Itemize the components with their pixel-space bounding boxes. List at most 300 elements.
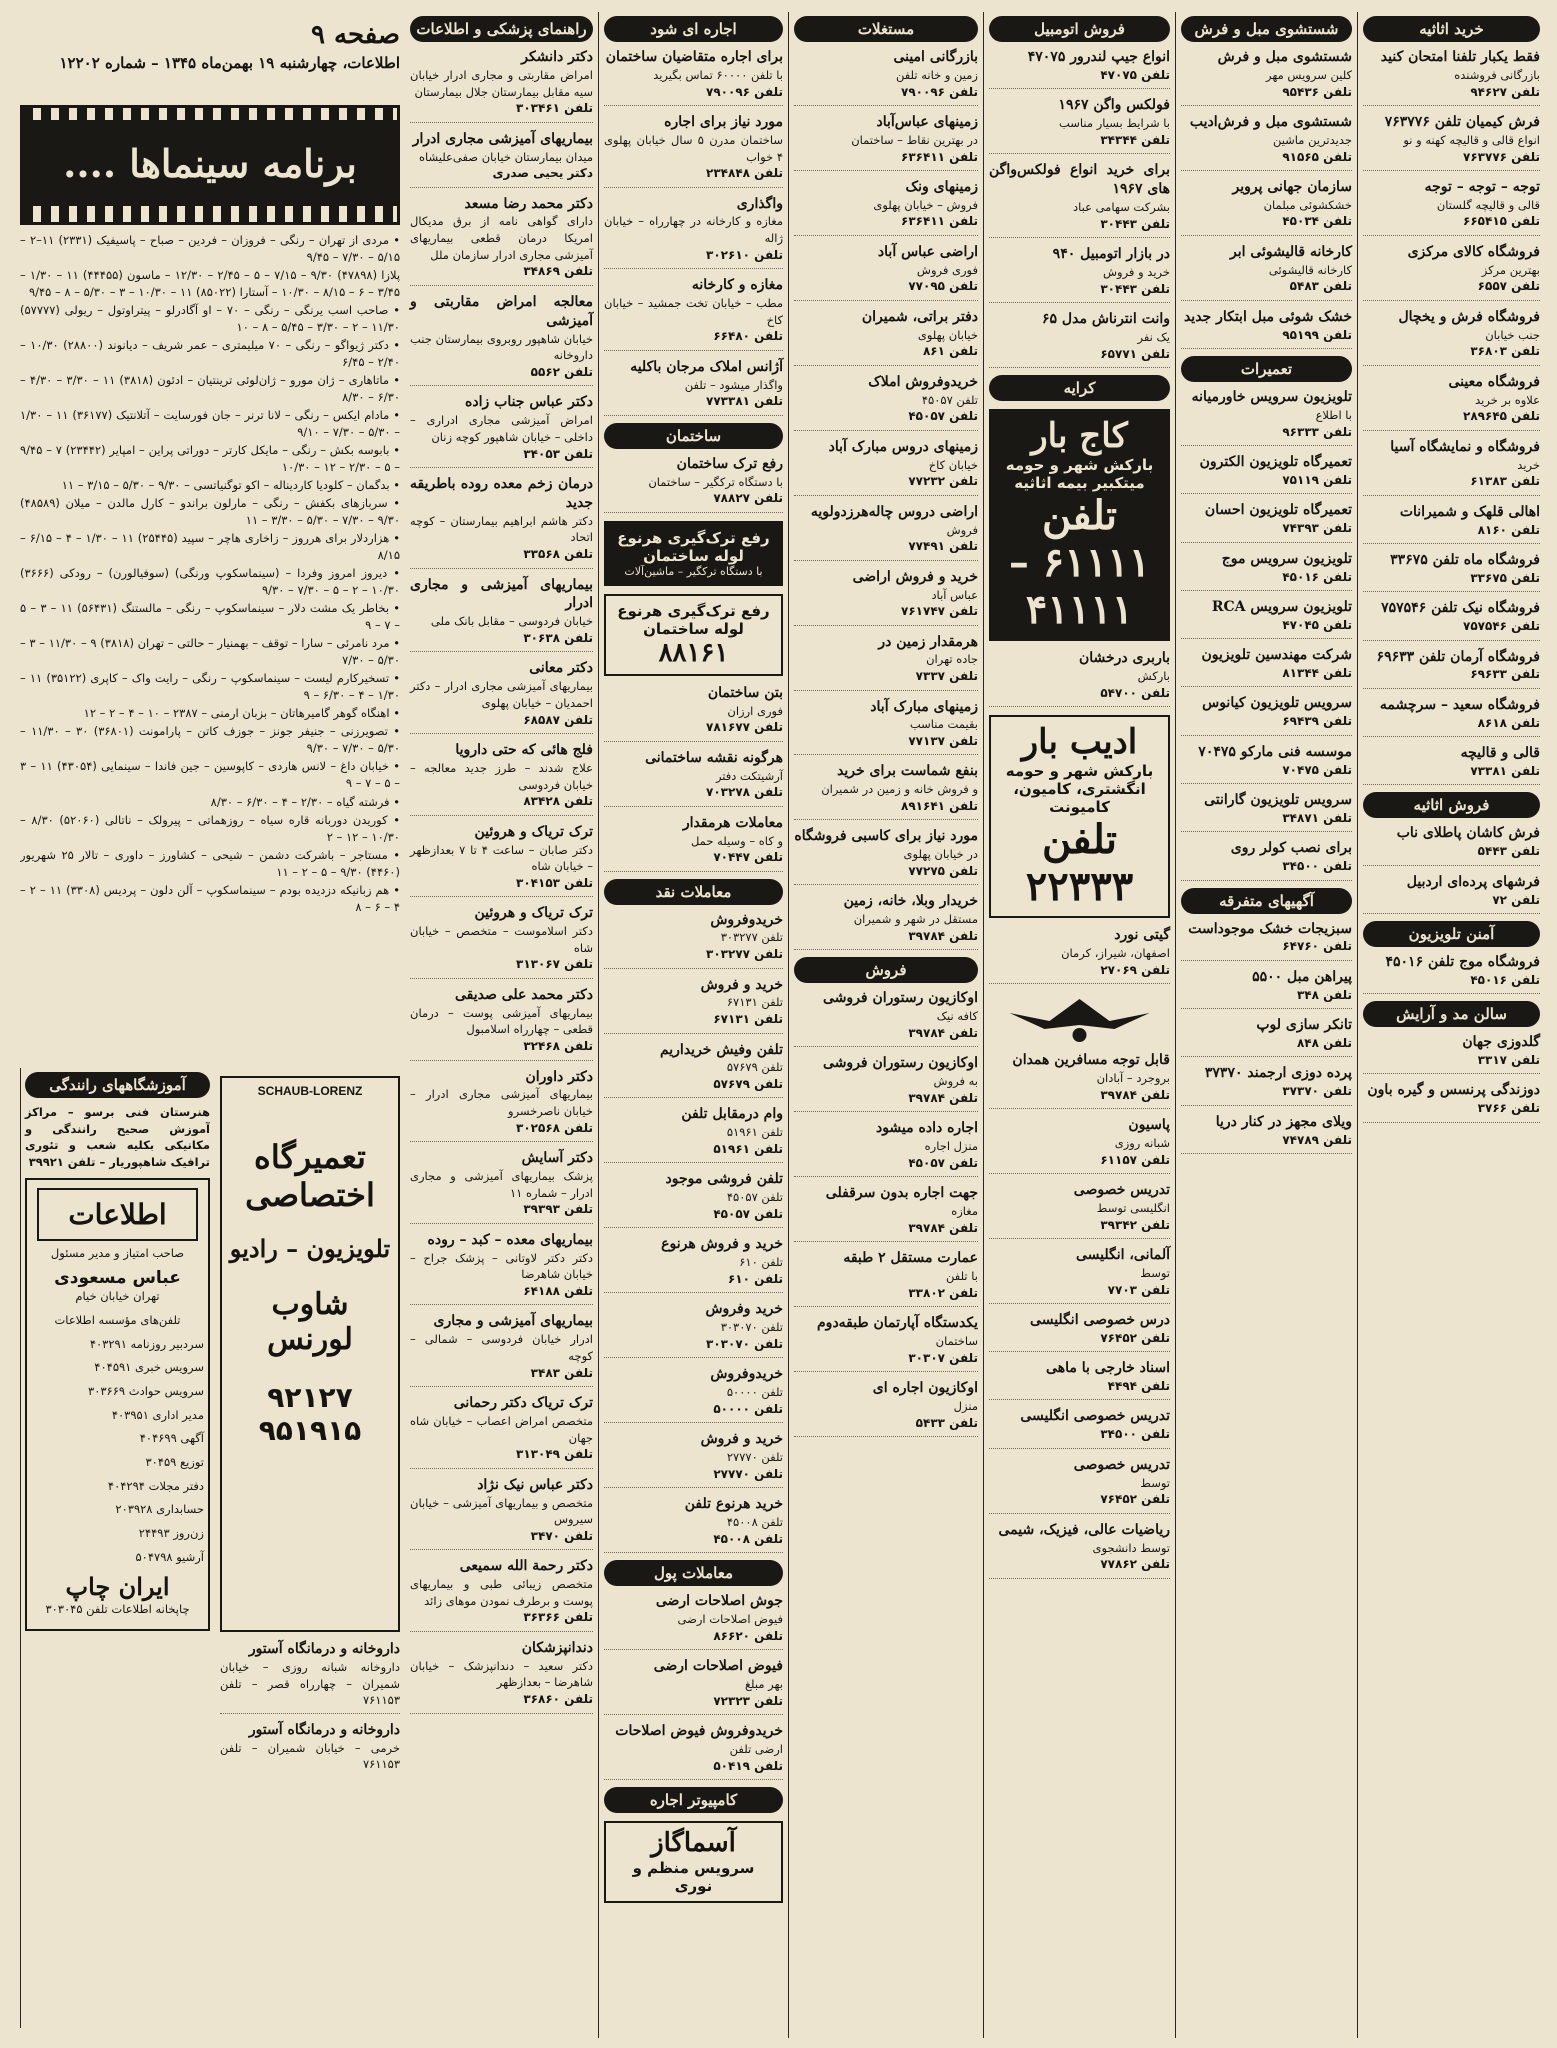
classified-ad (989, 1181, 1170, 1239)
ad-text: تلفن ۴۵۰۵۷ (726, 1190, 783, 1205)
ad-title: تانکر سازی لوپ (1256, 1017, 1352, 1034)
classified-ad (1363, 696, 1540, 737)
ad-text: فوری فروش (916, 262, 978, 277)
classified-ad (604, 1592, 783, 1650)
schaub-title: تعمیرگاه اختصاصی (245, 1138, 375, 1214)
pipe-repair-ad (604, 521, 783, 586)
classified-ad (604, 1722, 783, 1780)
ad-title: اجاره داده میشود (875, 1120, 978, 1137)
classified-ad (410, 475, 593, 569)
ad-phone: تلفن ۷۴۳۹۳ (1282, 521, 1352, 536)
ad-phone: تلفن ۴۵۰۱۶ (1470, 972, 1540, 987)
classified-ad (989, 649, 1170, 707)
classified-ad (1363, 744, 1540, 785)
big-ad-line1: بارکش شهر و حومه (1005, 456, 1154, 475)
classified-ad (604, 1105, 783, 1163)
ad-text: در خیابان پهلوی (903, 847, 978, 862)
classified-ad (794, 113, 978, 171)
ad-text: تلفن ۶۷۱۳۱ (726, 995, 783, 1010)
column-medical-guide (405, 12, 598, 2038)
ad-title: زمینهای دروس مبارک آباد (828, 438, 978, 455)
ettelaat-owner: عباس مسعودی (54, 1268, 181, 1289)
ad-title: بازرگانی امینی (893, 49, 978, 65)
classified-ad (989, 1246, 1170, 1304)
schaub-ad (220, 1076, 400, 1632)
classified-ad (794, 373, 978, 431)
ad-text: شبانه روزی (1114, 1135, 1170, 1150)
ad-title: خرید و فروش اراضی (852, 568, 978, 585)
ad-title: فرش کاشان پاطلای ناب (1396, 825, 1540, 842)
ad-phone: تلفن ۳۳۱۷ (1477, 1053, 1540, 1068)
ettelaat-logo: اطلاعات (37, 1188, 198, 1241)
classified-ad (989, 1051, 1170, 1109)
ad-title: شرکت مهندسین تلویزیون (1201, 647, 1352, 664)
classified-ad (410, 986, 593, 1061)
ad-title: تعمیرگاه تلویزیون الکترون (1199, 454, 1352, 471)
film-item: • خیابان داغ – لانس هاردی – کاپوسین – جین فاندا – سینمایی (۴۳۰۵۴) ۱۱ – ۳ – ۵ – ۷ – ۹ (20, 759, 400, 791)
ad-text: خشکشوئی مبلمان (1263, 197, 1352, 212)
ad-text: در بهترین نقاط – ساختمان (851, 132, 978, 147)
classified-ad (794, 438, 978, 496)
classified-ad (604, 276, 783, 351)
classified-ad (1363, 373, 1540, 431)
ad-phone: تلفن ۷۷۳۳۸۱ (706, 394, 783, 409)
classified-ad (410, 393, 593, 468)
ad-title: بنفع شماست برای خرید (837, 763, 978, 780)
ad-title: زمینهای عباس‌آباد (876, 113, 978, 130)
section-head: فروش اثاثیه (1363, 792, 1540, 818)
section-head: فروش (794, 957, 978, 983)
ad-title: معاملات هرمقدار (682, 814, 783, 831)
classified-ad (1363, 243, 1540, 301)
ad-phone: تلفن ۴۵۰۱۶ (1282, 569, 1352, 584)
classified-ad (604, 1657, 783, 1715)
film-item: • مردی از تهران – رنگی – فروزان – فردین – صباح – پاسیفیک (۲۳۳۱) ۱۱–۲ – ۵/۱۵ – ۷/۳۰ – ۹/۴۵ (20, 233, 400, 265)
ad-phone: تلفن ۷۹۰۰۹۶ (706, 84, 783, 99)
classified-ad (1181, 178, 1352, 236)
ad-phone: تلفن ۷۶۱۷۴۷ (901, 604, 978, 619)
ad-phone: تلفن ۳۰۶۳۸ (523, 630, 593, 645)
ad-title: هرگونه نقشه ساختمانی (645, 749, 783, 766)
ad-phone: تلفن ۸۱۶۰ (1477, 522, 1540, 537)
film-item: • تسخیرکارم لیست – سینماسکوپ – رنگی – رایت واک – کاپری (۳۵۱۲۲) ۱۱ – ۱/۳۰ – ۴ – ۶/۳۰ – ۹ (20, 671, 400, 703)
ad-title: اسناد خارجی با ماهی (1046, 1360, 1170, 1377)
ad-phone: تلفن ۵۷۶۷۹ (713, 1077, 783, 1092)
ad-text: جنب خیابان (1485, 327, 1540, 342)
pipe-ad2-title: رفع ترک‌گیری هرنوع لوله ساختمان (617, 601, 770, 638)
ad-title: معالجه امراض مقاربتی و آمیزشی (410, 293, 593, 329)
ad-text: خیابان پهلوی (917, 327, 978, 342)
ad-text: زمین و خانه تلفن (895, 67, 978, 82)
ad-text: دکتر هاشم ابراهیم بیمارستان – کوچه اتحاد (410, 513, 593, 545)
classified-ad (1363, 1033, 1540, 1074)
ad-title: تلفن وفیش خریداریم (659, 1041, 783, 1058)
ad-text: مغازه و کارخانه در چهارراه – خیابان ژاله (604, 214, 783, 246)
ad-phone: تلفن ۹۶۳۳۳ (1282, 424, 1352, 439)
cinema-title: برنامه سینماها .... (23, 120, 397, 206)
asma-brand: آسماگاز (651, 1827, 736, 1858)
ad-title: تلفن فروشی موجود (665, 1171, 783, 1188)
ad-text: خیابان فردوسی – مقابل بانک ملی (430, 614, 593, 629)
film-item: • هم زبانیکه دزدیده بودم – سینماسکوپ – آلن دلون – پردیس (۳۳۰۸) ۱۱ – ۲ – ۴ – ۶ – ۸ (20, 882, 400, 914)
ad-title: دفتر براتی، شمیران (861, 308, 978, 325)
classified-ad (604, 976, 783, 1034)
classified-ad (1363, 551, 1540, 592)
phone-line: سردبیر روزنامه ۴۰۳۲۹۱ (89, 1336, 204, 1351)
phone-line: حسابداری ۲۰۳۹۲۸ (115, 1502, 204, 1517)
ad-text: دکتر دکتر لاوتانی – پزشک جراح – خیابان شاهرضا (410, 1250, 593, 1282)
ettelaat-phone-head: تلفن‌های مؤسسه اطلاعات (54, 1313, 181, 1328)
classified-ad (1181, 308, 1352, 349)
section-head: تعمیرات (1181, 356, 1352, 382)
ad-title: درمان زخم معده روده باطریقه جدید (410, 476, 593, 511)
ad-text: و فروش خانه و زمین در شمیران (821, 782, 978, 797)
classified-ad (1181, 968, 1352, 1009)
ad-text: دکتر صابان – ساعت ۴ تا ۷ بعدازظهر – خیابان شاه (410, 842, 594, 874)
film-item: • بابوسه بکش – رنگی – مایکل کارتر – دوراتی پراین – امپایر (۲۳۴۴۲) ۷ – ۹/۴۵ – ۵ – ۲/۳۰ – ۱۲ – ۱۰/۳۰ (20, 443, 400, 475)
ad-phone: تلفن ۳۰۴۴۳ (1100, 216, 1170, 231)
ad-phone: دکتر یحیی صدری (492, 166, 593, 181)
ad-phone: تلفن ۳۳۵۶۸ (523, 547, 593, 562)
ad-title: دکتر عباس جناب زاده (465, 394, 593, 411)
ad-phone: تلفن ۳۷۳۷۰ (1282, 1084, 1352, 1099)
ad-title: فیوض اصلاحات ارضی (653, 1658, 783, 1675)
classified-ad (794, 1054, 978, 1112)
ad-text: تلفن ۶۱۰ (739, 1255, 783, 1270)
ad-text: مغازه (951, 1204, 978, 1219)
ad-phone: تلفن ۳۴۸۷۱ (1282, 810, 1352, 825)
ad-phone: تلفن ۳۴۸ (1296, 987, 1352, 1002)
big-ad-title: ادیب بار (1021, 722, 1138, 763)
ad-title: مغازه و کارخانه (691, 277, 783, 294)
ad-phone: تلفن ۹۵۱۹۹ (1282, 327, 1352, 342)
ad-phone: تلفن ۸۶۱۸ (1477, 715, 1540, 730)
ad-phone: تلفن ۳۶۸۰۳ (1470, 344, 1540, 359)
ad-text: دارای گواهی نامه از برق مدیکال امریکا درمان قطعی بیماریهای آمیزشی مجاری ادرار سازمان ملل (410, 214, 593, 262)
ad-phone: تلفن ۷۶۴۵۲ (1100, 1330, 1170, 1345)
ad-text: متخصص زیبائی طبی و بیماریهای پوست و برطرف نمودن موهای زائد (410, 1577, 593, 1608)
ad-title: اوکازیون رستوران فروشی (823, 1055, 978, 1072)
ad-title: تلویزیون سرویس خاورمیانه (1191, 389, 1352, 406)
ad-text: و کاه – وسیله حمل (690, 833, 783, 848)
classified-ad (410, 293, 593, 387)
ad-phone: تلفن ۷۰۴۷۵ (1282, 762, 1352, 777)
classified-ad (794, 568, 978, 626)
classified-ad (989, 245, 1170, 303)
ad-title: خریدوفروش فیوض اصلاحات (615, 1723, 783, 1740)
ad-phone: تلفن ۸۶۱ (922, 344, 978, 359)
ad-phone: تلفن ۷۷۴۹۱ (908, 539, 978, 554)
ad-text: دکتر سعید – دندانپزشک – خیابان شاهرضا – بعدازظهر (410, 1658, 593, 1690)
classified-ad (794, 698, 978, 756)
column-head: اجاره ای شود (604, 16, 783, 42)
page-number: صفحه ۹ (311, 20, 400, 50)
ad-phone: تلفن ۲۳۴۸۴۸ (706, 166, 783, 181)
ad-text: کلین سرویس مهر (1265, 67, 1352, 82)
ad-phone: تلفن ۵۴۴۳ (1477, 844, 1540, 859)
ad-text: کارخانه قالیشوئی (1268, 262, 1352, 277)
ad-title: دکتر دانشکر (521, 49, 593, 65)
film-item: • ماتاهاری – ژان مورو – ژان‌لوئی ترینتیان – ادئون (۳۸۱۸) ۱۱ – ۳/۳۰ – ۴/۳۰ – ۶/۳۰ – ۸/۳۰ (20, 373, 400, 405)
classified-ad (410, 576, 593, 653)
ad-text: با شرایط بسیار مناسب (1058, 116, 1170, 131)
column-head: راهنمای پزشکی و اطلاعات (410, 16, 593, 42)
ad-title: دکتر محمد علی صدیقی (455, 986, 593, 1003)
ad-phone: تلفن ۳۱۳۰۶۷ (516, 957, 593, 972)
ad-title: سازمان جهانی پرویر (1232, 178, 1352, 195)
ad-text: با اطلاع (1315, 407, 1352, 422)
ad-text: جاده تهران (926, 652, 978, 667)
classified-ad (604, 1300, 783, 1358)
film-item: • فرشته گیاه – ۲/۳۰ – ۴ – ۶/۳۰ – ۸/۳۰ (210, 794, 400, 809)
pipe-repair-ad-2 (604, 594, 783, 676)
ad-text: انگلیسی توسط (1096, 1200, 1170, 1215)
ad-title: اهالی قلهک و شمیرانات (1399, 503, 1540, 520)
ad-text: میدان بیمارستان خیابان صفی‌علیشاه (418, 149, 593, 164)
ad-text: بیماریهای آمیزشی پوست – درمان قطعی – چهارراه اسلامبول (410, 1005, 593, 1037)
ad-phone: تلفن ۷۲۳۲۳ (713, 1693, 783, 1708)
big-ad-line2: انگشتری، کامیون، کامیونت (1013, 780, 1146, 817)
ad-text: بازرگانی فروشنده (1454, 67, 1540, 82)
ad-title: فقط یکبار تلفنا امتحان کنید (1380, 49, 1540, 65)
ad-phone: تلفن ۳۶۳۶۶ (523, 1610, 593, 1625)
ad-title: تلویزیون سرویس RCA (1211, 598, 1352, 615)
ad-phone: تلفن ۳۱۳۰۴۹ (516, 1447, 593, 1462)
ad-phone: تلفن ۶۹۶۳۳ (1470, 667, 1540, 682)
big-ad-line2: میتکبیر بیمه اثاثیه (1014, 474, 1145, 493)
ad-title: اراضی دروس چاله‌هرزدولویه (810, 503, 978, 520)
film-item: • صاحب اسب یرنگی – رنگی – ۷۰ – او آگادرلو – پیتراوتول – ریولی (۵۷۷۷۷) ۱۱/۳۰ – ۲ – ۳/۳۰ – ۵/۴۵ – ۸ – ۱۰ (20, 303, 400, 335)
ad-phone: تلفن ۳۹۷۸۴ (908, 1025, 978, 1040)
classified-ad (410, 1068, 593, 1143)
ad-text: ساختمان (935, 1334, 978, 1348)
ad-phone: تلفن ۹۵۴۳۶ (1282, 84, 1352, 99)
ad-title: درس خصوصی انگلیسی (1030, 1311, 1170, 1328)
film-item: • دکتر ژیواگو – رنگی – ۷۰ میلیمتری – عمر شریف – دیانوند (۲۸۸۰۰) ۱۰/۳۰ – ۲/۴۰ – ۶/۴۵ (20, 338, 400, 370)
ad-title: فروشگاه و نمایشگاه آسیا (1390, 438, 1540, 455)
ad-text: تلفن ۴۵۰۰۸ (726, 1515, 783, 1530)
ad-phone: تلفن ۳۹۳۴۲ (1100, 1217, 1170, 1232)
film-item: • سربازهای بکفش – رنگی – مارلون براندو – کارل مالدن – میلان (۴۸۵۸۹) ۹/۳۰ – ۷/۳۰ – ۵/۳۰ – ۳/۳۰ – ۱۱ (20, 496, 400, 528)
ad-title: رفع ترک ساختمان (676, 455, 783, 472)
driving-section-head: آموزشگاههای رانندگی (25, 1072, 210, 1098)
ad-text: بهترین مرکز (1481, 262, 1540, 277)
schaub-name: شاوب لورنس (267, 1287, 353, 1357)
asmagas-ad (604, 1821, 783, 1903)
ad-phone: تلفن ۶۱۰ (727, 1271, 783, 1286)
big-ad-phone: تلفن ۶۱۱۱۱ – ۴۱۱۱۱ (1008, 492, 1151, 634)
ad-phone: تلفن ۶۳۶۴۱۱ (901, 214, 978, 229)
ad-title: فروشگاه کالای مرکزی (1407, 243, 1540, 260)
ad-title: خشک شوئی مبل ابتکار جدید (1183, 308, 1352, 325)
ad-phone: تلفن ۷۳۳۷ (915, 669, 978, 684)
schaub-phone2: ۹۵۱۹۱۵ (258, 1414, 362, 1447)
classified-ad (410, 823, 593, 898)
ad-phone: تلفن ۷۷۰۹۵ (908, 279, 978, 294)
classified-ad (989, 1116, 1170, 1174)
ad-phone: تلفن ۳۰۳۲۷۷ (706, 947, 783, 962)
ad-phone: تلفن ۶۴۱۸۸ (523, 1283, 593, 1298)
ad-phone: تلفن ۵۴۷۰۰ (1100, 685, 1170, 700)
ad-phone: تلفن ۷۹۰۰۹۶ (901, 84, 978, 99)
classified-ad (1181, 791, 1352, 832)
ad-text: کافه نیک (936, 1009, 978, 1024)
ad-phone: تلفن ۷۰۴۴۷ (713, 850, 783, 865)
ad-text: یک نفر (1137, 329, 1170, 344)
classified-ad (1363, 438, 1540, 496)
classified-ad (410, 1476, 593, 1551)
ad-title: توجه – توجه – توجه (1424, 178, 1540, 195)
phone-line: توزیع ۳۰۴۵۹ (145, 1455, 204, 1470)
ad-title: موسسه فنی مارکو ۷۰۴۷۵ (1198, 743, 1352, 760)
pharmacy-text: خرمی – خیابان شمیران – تلفن ۷۶۱۱۵۳ (220, 1740, 400, 1772)
classified-ad (1181, 1016, 1352, 1057)
eagle-logo-icon (989, 991, 1170, 1051)
classified-ad (410, 1394, 593, 1469)
classified-ad (794, 308, 978, 366)
ad-text: منزل اجاره (924, 1139, 978, 1154)
classified-ad (989, 926, 1170, 984)
ad-title: هرمقدار زمین در (878, 633, 978, 650)
classified-ad (604, 911, 783, 969)
ad-title: فروشگاه نیک تلفن ۷۵۷۵۴۶ (1381, 600, 1540, 617)
column-head: مستغلات (794, 16, 978, 42)
classified-ad (1363, 953, 1540, 994)
ad-title: فرش کیمیان تلفن ۷۶۳۷۷۶ (1384, 113, 1540, 130)
classified-ad (410, 1149, 593, 1224)
ad-phone: تلفن ۶۱۳۸۳ (1470, 474, 1540, 489)
ad-title: تدریس خصوصی انگلیسی (1020, 1408, 1170, 1425)
classified-ad (604, 684, 783, 742)
classified-ad (989, 48, 1170, 89)
classified-ad (1181, 646, 1352, 687)
film-item: • مرد نامرئی – سارا – توقف – بهمنیار – حالتی – تهران (۳۸۱۸) ۹ – ۱۱/۳۰ – ۳ – ۵/۳۰ – ۷/۳۰ (20, 636, 400, 668)
classified-ad (1363, 873, 1540, 914)
ad-title: برای نصب کولر روی (1230, 840, 1352, 857)
ad-phone: تلفن ۸۱۳۴۴ (1282, 666, 1352, 681)
classified-ad (989, 1456, 1170, 1514)
ad-title: باربری درخشان (1078, 650, 1170, 667)
pharmacy-title: داروخانه و درمانگاه آستور (248, 1641, 400, 1657)
ad-text: اصفهان، شیراز، کرمان (1061, 946, 1170, 961)
ad-text: تلفن ۵۰۰۰۰ (726, 1385, 783, 1400)
pharmacy-text: داروخانه شبانه روزی – خیابان شمیران – چهارراه قصر – تلفن ۷۶۱۱۵۳ (220, 1659, 400, 1708)
ad-text: تلفن ۳۰۳۰۷۰ (720, 1320, 783, 1335)
ad-title: دندانپزشکان (521, 1639, 593, 1656)
ad-title: گیتی نورد (1114, 927, 1170, 944)
pipe-ad-line: با دستگاه ترکگیر – ماشین‌آلات (624, 564, 763, 578)
ad-title: فروشگاه معینی (1448, 373, 1540, 390)
film-item: پلازا (۴۷۸۹۸) ۹/۳۰ – ۷/۱۵ – ۵ – ۲/۴۵ – ۱۲/۳۰ – ماسون (۴۴۴۵۵) ۱۱ – ۱/۳۰ – ۳/۴۵ – ۶ – ۸/۱۵ – ۱۰/۳۰ – آستارا (۸۵۰۲۲) ۱۱ – ۱۰/۳۰ – ۳ – ۵/۳۰ – ۸ – ۹/۴۵ (20, 268, 400, 300)
section-head: کامپیوتر اجاره (604, 1787, 783, 1813)
classified-ad (794, 243, 978, 301)
ad-title: مورد نیاز برای اجاره (664, 113, 783, 130)
film-item: • تصویرزنی – جنیفر جونز – جوزف کاتن – پارامونت (۳۶۸۰۱) ۳۰ – ۱۱/۳۰ – ۵/۳۰ – ۷/۳۰ – ۹/۳۰ (20, 724, 400, 756)
ad-title: خرید هرنوع تلفن (684, 1496, 783, 1513)
ad-title: خرید و فروش (700, 1431, 783, 1448)
ad-phone: تلفن ۷۲ (1492, 892, 1540, 907)
classified-ad (794, 827, 978, 885)
ad-title: زمینهای مبارک آباد (870, 698, 978, 715)
classified-ad (1181, 388, 1352, 446)
ad-phone: تلفن ۸۳۴۲۸ (523, 794, 593, 809)
ad-phone: تلفن ۳۰۲۶۱۰ (706, 247, 783, 262)
classified-ad (1181, 1113, 1352, 1154)
ad-phone: تلفن ۳۴۸۳ (530, 1365, 593, 1380)
ad-phone: تلفن ۳۹۷۸۴ (1100, 1087, 1170, 1102)
classified-ad (604, 113, 783, 188)
ad-phone: تلفن ۳۹۷۸۴ (908, 1090, 978, 1105)
ad-title: شستشوی مبل و فرش‌ادیب (1189, 113, 1352, 130)
ad-title: برای خرید انواع فولکس‌واگن های ۱۹۶۷ (989, 162, 1170, 198)
pharmacy-title: داروخانه و درمانگاه آستور (248, 1721, 400, 1738)
ad-text: ارضی تلفن (729, 1741, 783, 1756)
ad-phone: تلفن ۶۸۵۸۷ (523, 712, 593, 727)
ad-text: بیماریهای آمیزشی مجاری ادرار – دکتر احمدیان – خیابان پهلوی (410, 679, 593, 710)
ad-phone: تلفن ۳۴۷۰ (530, 1528, 593, 1543)
classified-ad (410, 130, 593, 188)
classified-ad (989, 96, 1170, 154)
ad-text: بشرکت سهامی عباد (1072, 200, 1170, 215)
ad-text: بروجرد – آبادان (1096, 1070, 1170, 1085)
ad-phone: تلفن ۲۷۰۶۹ (1100, 962, 1170, 977)
ad-phone: تلفن ۶۶۵۴۱۵ (1463, 214, 1540, 229)
ad-phone: تلفن ۷۸۸۲۷ (713, 491, 783, 506)
classified-ad (1181, 1064, 1352, 1105)
ad-title: خرید و فروش هرنوع (661, 1236, 783, 1253)
pipe-ad2-phone: ۸۸۱۶۱ (658, 637, 729, 668)
ad-phone: تلفن ۴۵۰۰۸ (713, 1531, 783, 1546)
ad-title: بیماریهای آمیزشی مجاری ادرار (412, 130, 593, 147)
schaub-sub: تلویزیون – رادیو (229, 1234, 391, 1263)
ad-title: ترک تریاک و هروئین (474, 823, 593, 840)
ad-phone: تلفن ۳۰۳۴۶۱ (516, 101, 593, 116)
ad-title: خریدار وبلا، خانه، زمین (843, 893, 978, 910)
phone-line: سرویس خبری ۴۰۴۵۹۱ (94, 1360, 204, 1375)
ad-title: عمارت مستقل ۲ طبقه (843, 1250, 978, 1267)
ad-phone: تلفن ۶۹۴۳۹ (1282, 714, 1352, 729)
ad-phone: تلفن ۷۴۷۸۹ (1282, 1132, 1352, 1147)
ad-text: عباس آباد (931, 587, 978, 602)
kaj-box-ad (989, 409, 1170, 641)
classified-ad (794, 178, 978, 236)
ad-text: خرید و فروش (1103, 264, 1170, 279)
ad-phone: تلفن ۸۶۶۲۰ (713, 1628, 783, 1643)
print-house: ایران چاپ (65, 1572, 170, 1602)
phone-line: دفتر مجلات ۴۰۴۲۹۴ (107, 1478, 204, 1493)
ad-title: جوش اصلاحات ارضی (655, 1593, 783, 1610)
section-head: آگهیهای متفرقه (1181, 888, 1352, 914)
film-item: • هزاردلار برای هرروز – زاخاری هاچر – سپید (۲۵۴۴۵) ۱۱ – ۱/۳۰ – ۴ – ۶/۱۵ – ۸/۱۵ (20, 531, 400, 563)
ad-title: خرید وفروش (705, 1301, 783, 1318)
ad-phone: تلفن ۳۰۴۱۵۳ (516, 875, 593, 890)
ad-text: خرید (1517, 457, 1540, 472)
classified-ad (1181, 743, 1352, 784)
ad-phone: تلفن ۵۵۶۲ (530, 365, 593, 379)
ad-title: ریاضیات عالی، فیزیک، شیمی (998, 1521, 1170, 1538)
classified-ad (794, 1119, 978, 1177)
ad-title: تلویزیون سرویس موج (1221, 550, 1352, 567)
ad-phone: تلفن ۴۵۰۵۷ (908, 409, 978, 424)
ad-phone: تلفن ۳۴۰۵۳ (523, 446, 593, 461)
ad-text: با تلفن ۶۰۰۰۰ تماس بگیرید (653, 67, 783, 82)
ad-text: تلفن ۵۱۹۶۱ (726, 1125, 783, 1140)
classified-ad (1181, 550, 1352, 591)
ad-phone: تلفن ۵۴۳۳ (915, 1415, 978, 1430)
ad-phone: تلفن ۸۴۸ (1296, 1036, 1352, 1051)
classified-ad (794, 762, 978, 820)
ad-title: در بازار اتومبیل ۹۴۰ (1052, 246, 1170, 263)
